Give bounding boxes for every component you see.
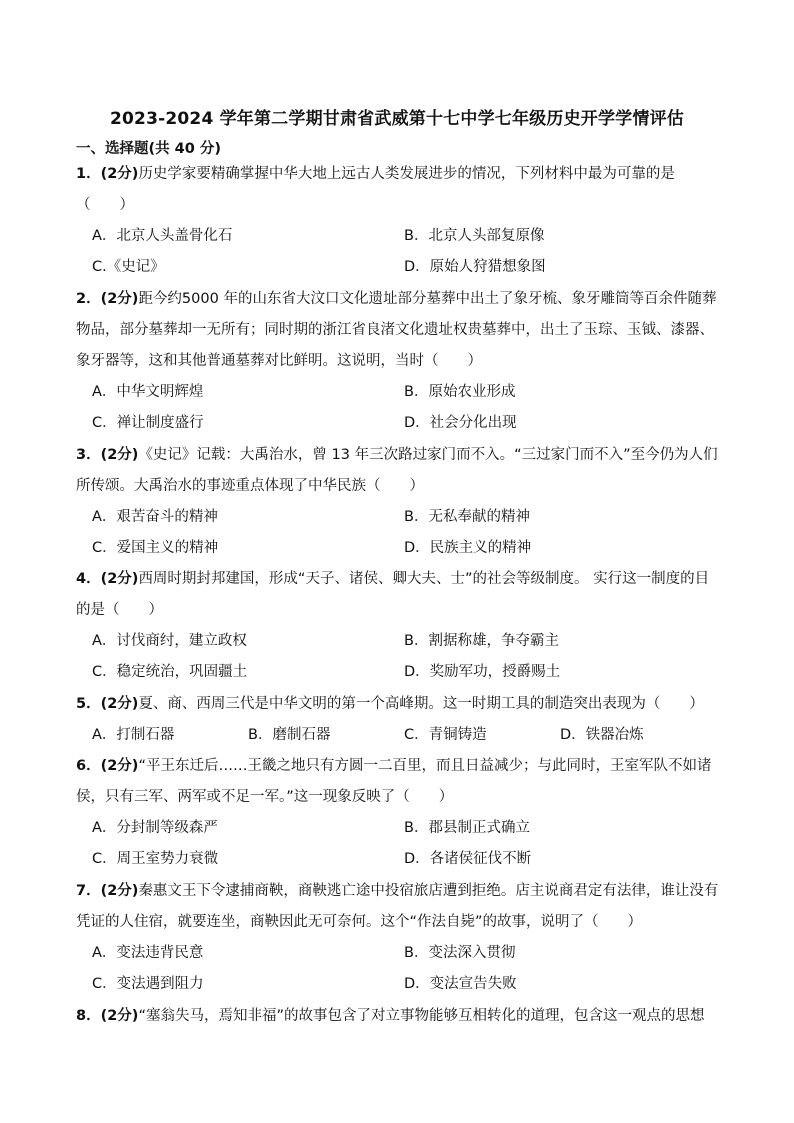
question-score: (2分) xyxy=(100,291,139,307)
question-8 xyxy=(76,1001,722,1032)
option-a: A．分封制等级森严 xyxy=(92,820,218,836)
options-row xyxy=(76,502,722,533)
question-score: (2分) xyxy=(100,758,139,774)
option-d: D．铁器冶炼 xyxy=(560,727,644,743)
option-d: D．变法宣告失败 xyxy=(404,976,517,992)
option-b: B．郡县制正式确立 xyxy=(404,820,530,836)
option-d: D．原始人狩猎想象图 xyxy=(404,259,546,275)
question-number: 4． xyxy=(76,571,101,587)
options-row xyxy=(76,221,722,252)
question-number: 6． xyxy=(76,758,101,774)
options-row xyxy=(76,657,722,688)
question-number: 7． xyxy=(76,883,101,899)
options-row xyxy=(76,252,722,283)
option-c: C．禅让制度盛行 xyxy=(92,415,204,431)
question-stem xyxy=(76,876,722,938)
question-stem xyxy=(76,564,722,626)
options-row xyxy=(76,720,722,751)
option-d: D．民族主义的精神 xyxy=(404,540,532,556)
question-2 xyxy=(76,284,722,439)
question-stem xyxy=(76,1001,722,1032)
question-text: 距今约5000 年的山东省大汶口文化遗址部分墓葬中出土了象牙梳、象牙雕筒等百余件随葬物品，部分墓葬却一无所有；同时期的浙江省良渚文化遗址权贵墓葬中，出土了玉琮、玉钺、漆器、象牙器等，这和其他普通墓葬对比鲜明。这说明，当时（ ） xyxy=(76,291,717,369)
question-stem xyxy=(76,159,722,221)
option-c: C．稳定统治，巩固疆土 xyxy=(92,664,248,680)
option-a: A．讨伐商纣，建立政权 xyxy=(92,633,247,649)
option-c: C.《史记》 xyxy=(92,259,165,275)
option-a: A．变法违背民意 xyxy=(92,945,204,961)
question-5 xyxy=(76,689,722,751)
options-row xyxy=(76,408,722,439)
option-b: B．原始农业形成 xyxy=(404,384,516,400)
options-row xyxy=(76,844,722,875)
options-row xyxy=(76,377,722,408)
options-row xyxy=(76,533,722,564)
question-stem xyxy=(76,751,722,813)
page-title: 2023-2024 学年第二学期甘肃省武威第十七中学七年级历史开学学情评估 xyxy=(109,109,684,129)
question-score: (2分) xyxy=(100,883,139,899)
option-d: D．各诸侯征伐不断 xyxy=(404,851,532,867)
question-stem xyxy=(76,689,722,720)
options-row xyxy=(76,813,722,844)
question-score: (2分) xyxy=(100,696,139,712)
option-d: D．社会分化出现 xyxy=(404,415,517,431)
question-text: 夏、商、西周三代是中华文明的第一个高峰期。这一时期工具的制造突出表现为（ ） xyxy=(138,696,704,712)
options-row xyxy=(76,938,722,969)
question-text: “平王东迁后……王畿之地只有方圆一二百里，而且日益减少；与此同时，王室军队不如诸侯，只有三军、两军或不足一军。”这一现象反映了（ ） xyxy=(76,758,712,805)
question-stem xyxy=(76,284,722,377)
option-a: A．中华文明辉煌 xyxy=(92,384,204,400)
question-text: 《史记》记载：大禹治水，曾 13 年三次路过家门而不入。“三过家门而不入”至今仍为人们所传颂。大禹治水的事迹重点体现了中华民族（ ） xyxy=(76,447,718,494)
question-score: (2分) xyxy=(100,571,139,587)
question-text: “塞翁失马，焉知非福”的故事包含了对立事物能够互相转化的道理，包含这一观点的思想 xyxy=(138,1008,705,1024)
question-text: 秦惠文王下令逮捕商鞅，商鞅逃亡途中投宿旅店遭到拒绝。店主说商君定有法律，谁让没有凭证的人住宿，就要连坐，商鞅因此无可奈何。这个“作法自毙”的故事，说明了（ ） xyxy=(76,883,719,930)
question-6 xyxy=(76,751,722,875)
option-b: B．磨制石器 xyxy=(248,727,331,743)
option-a: A．艰苦奋斗的精神 xyxy=(92,509,218,525)
option-c: C．爱国主义的精神 xyxy=(92,540,219,556)
question-text: 西周时期封邦建国，形成“天子、诸侯、卿大夫、士”的社会等级制度。 实行这一制度的目的是（ ） xyxy=(76,571,710,618)
question-number: 3． xyxy=(76,447,101,463)
question-4 xyxy=(76,564,722,688)
question-1 xyxy=(76,159,722,283)
question-stem xyxy=(76,440,722,502)
option-c: C．变法遇到阻力 xyxy=(92,976,204,992)
option-a: A．北京人头盖骨化石 xyxy=(92,228,233,244)
option-b: B．变法深入贯彻 xyxy=(404,945,516,961)
question-score: (2分) xyxy=(100,1008,139,1024)
option-b: B．无私奉献的精神 xyxy=(404,509,530,525)
option-a: A．打制石器 xyxy=(92,727,175,743)
question-text: 历史学家要精确掌握中华大地上远古人类发展进步的情况，下列材料中最为可靠的是（ ） xyxy=(76,166,675,213)
option-c: C．青铜铸造 xyxy=(404,727,487,743)
options-row xyxy=(76,969,722,1000)
question-number: 1． xyxy=(76,166,101,182)
options-row xyxy=(76,626,722,657)
question-number: 2． xyxy=(76,291,101,307)
question-3 xyxy=(76,440,722,564)
question-number: 5． xyxy=(76,696,101,712)
question-score: (2分) xyxy=(100,166,139,182)
question-score: (2分) xyxy=(100,447,139,463)
option-c: C．周王室势力衰微 xyxy=(92,851,219,867)
section-heading: 一、选择题(共 40 分) xyxy=(76,141,222,157)
question-number: 8． xyxy=(76,1008,101,1024)
option-b: B．北京人头部复原像 xyxy=(404,228,545,244)
option-d: D．奖励军功，授爵赐土 xyxy=(404,664,561,680)
question-7 xyxy=(76,876,722,1000)
option-b: B．割据称雄，争夺霸主 xyxy=(404,633,559,649)
